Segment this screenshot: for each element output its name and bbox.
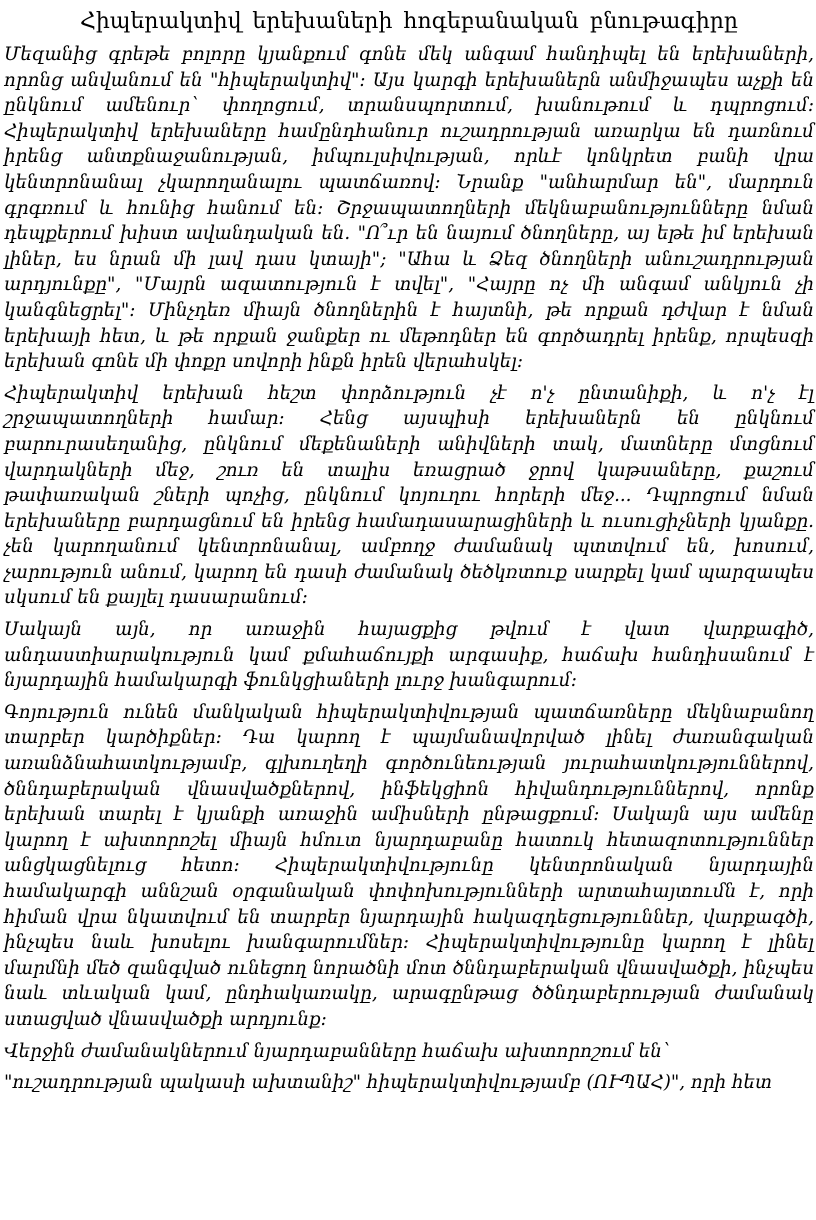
paragraph-causes: Գոյություն ունեն մանկական հիպերակտիվության պատճառները մեկնաբանող տարբեր կարծիքներ: Դա կարող է պայմանավորված լինել ժառանգական առանձնահատկությամբ, գլխուղեղի գործունեության յուրահատկություններով, ծննդաբերական վնասվածքներով, ինֆեկցիոն հիվանդություններով, որոնք երեխան տարել է կյանքի առաջին ամիսների ընթացքում: Սակայն այս ամենը կարող է ախտորոշել միայն հմուտ նյարդաբանը հատուկ հետազոտություններ անցկացնելուց հետո: Հիպերակտիվությունը կենտրոնական նյարդային համակարգի աննշան օրգանական փոփոխությունների արտահայտումն է, որի հիման վրա նկատվում են տարբեր նյարդային հակազդեցություններ, վարքագծի, ինչպես նաև խոսելու խանգարումներ: Հիպերակտիվությունը կարող է լինել մարմնի մեծ զանգված ունեցող նորածնի մոտ ծննդաբերական վնասվածքի, ինչպես նաև տևական կամ, ընդհակառակը, արագընթաց ծծնդաբերության ժամանակ ստացված վնասվածքի արդյունք: xyxy=(4,701,814,1030)
document-title: Հիպերակտիվ երեխաների հոգեբանական բնութագիրը xyxy=(80,9,738,34)
paragraph-adhd: "ուշադրության պակասի ախտանիշ" հիպերակտիվությամբ (ՈՒՊԱՀ)", որի հետ xyxy=(4,1072,773,1094)
paragraph-disorder: Սակայն այն, որ առաջին հայացքից թվում է վատ վարքագիծ, անդաստիարակություն կամ քմահաճույքի արգասիք, հաճախ հանդիսանում է նյարդային համակարգի ֆունկցիաների լուրջ խանգարում: xyxy=(4,619,814,692)
paragraph-difficulty: Հիպերակտիվ երեխան հեշտ փորձություն չէ ո'չ ընտանիքի, և ո'չ էլ շրջապատողների համար: Հենց այսպիսի երեխաներն են ընկնում բարուրասեղանից, ընկնում մեքենաների անիվների տակ, մատները մտցնում վարդակների մեջ, շուռ են տալիս եռացրած ջրով կաթսաները, քաշում թափառական շների պոչից, ընկնում կոյուղու հորերի մեջ... Դպրոցում նման երեխաները բարդացնում են իրենց համադասարացիների և ուսուցիչների կյանքը. չեն կարողանում կենտրոնանալ, ամբողջ ժամանակ պտտվում են, խոսում, չարություն անում, կարող են դասի ժամանակ ծեծկռտուք սարքել կամ պարզապես սկսում են քայլել դասարանում: xyxy=(4,382,814,609)
document-body xyxy=(4,42,814,1096)
paragraph-intro: Մեզանից գրեթե բոլորը կյանքում գոնե մեկ անգամ հանդիպել են երեխաների, որոնց անվանում են "հիպերակտիվ": Այս կարգի երեխաներն անմիջապես աչքի են ընկնում ամենուր` փողոցում, տրանսպորտում, խանութում և դպրոցում: Հիպերակտիվ երեխաները համընդհանուր ուշադրության առարկա են դառնում իրենց անտքնաջանության, իմպուլսիվության, որևէ կոնկրետ բանի վրա կենտրոնանալ չկարողանալու պատճառով: Նրանք "անհարմար են", մարդուն գրգռում և հունից հանում են: Շրջապատողների մեկնաբանությունները նման դեպքերում խիստ ավանդական են. "Ո՞ւր են նայում ծնողները, այ եթե իմ երեխան լիներ, ես նրան մի լավ դաս կտայի"; "Ահա և Ձեզ ծնողների անուշադրության արդյունքը", "Մայրն ազատություն է տվել", "Հայրը ոչ մի անգամ անկյուն չի կանգնեցրել": Մինչդեռ միայն ծնողներին է հայտնի, թե որքան դժվար է նման երեխայի հետ, և թե որքան ջանքեր ու մեթոդներ են գործադրել իրենք, որպեսզի երեխան գոնե մի փոքր սովորի ինքն իրեն վերահսկել: xyxy=(4,44,814,373)
paragraph-diagnosis-lead: Վերջին ժամանակներում նյարդաբանները հաճախ ախտորոշում են` xyxy=(4,1040,671,1062)
